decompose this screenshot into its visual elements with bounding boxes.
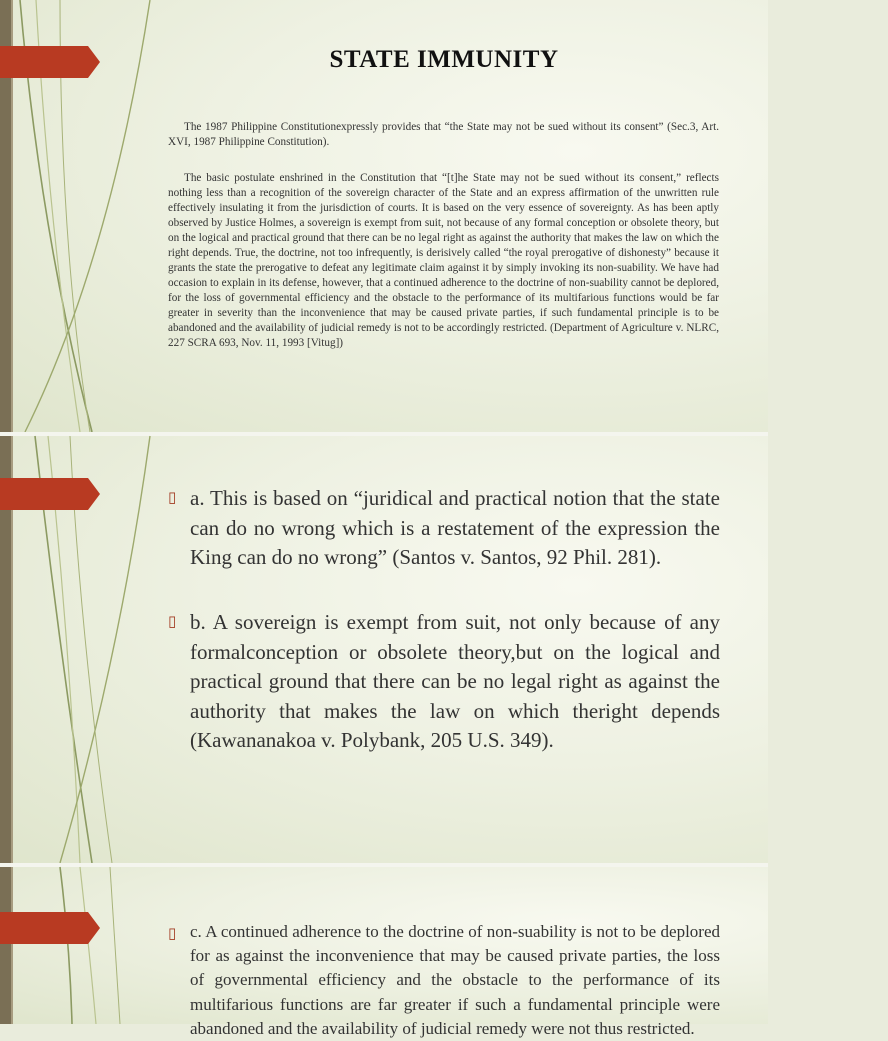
intro-paragraph-text: The 1987 Philippine Constitutionexpressly provides that “the State may not be sued without its consent” (Sec.3, Art. XVI, 1987 Philippine Constitution). bbox=[168, 121, 719, 148]
bullet-item-c bbox=[168, 920, 720, 1041]
bullet-icon: ▯ bbox=[168, 488, 177, 506]
bullet-text: a. This is based on “juridical and practical notion that the state can do no wrong which is a restatement of the expression the King can do no wrong” (Santos v. Santos, 92 Phil. 281). bbox=[190, 486, 720, 569]
slide-marker-arrow bbox=[0, 912, 100, 944]
slide-2 bbox=[0, 436, 768, 863]
bullet-icon: ▯ bbox=[168, 924, 177, 942]
bullet-item-b bbox=[168, 608, 720, 756]
intro-paragraph bbox=[168, 120, 719, 150]
page-title: STATE IMMUNITY bbox=[329, 46, 559, 73]
slide-marker-arrow bbox=[0, 478, 100, 510]
body-paragraph bbox=[168, 171, 719, 351]
slide-3 bbox=[0, 867, 768, 1038]
title-area bbox=[0, 46, 888, 74]
bullet-text: b. A sovereign is exempt from suit, not only because of any formalconception or obsolete theory,but on the logical and practical ground that there can be no legal right as against the authority that makes the law on which theright depends (Kawananakoa v. Polybank, 205 U.S. 349). bbox=[190, 610, 720, 752]
body-paragraph-text: The basic postulate enshrined in the Constitution that “[t]he State may not be sued without its consent,” reflects nothing less than a recognition of the sovereign character of the State and an express affirmation of the unwritten rule effectively insulating it from the jurisdiction of courts. It is based on the very essence of sovereignty. As has been aptly observed by Justice Holmes, a sovereign is exempt from suit, not because of any formal conception or obsolete theory, but on the logical and practical ground that there can be no legal right as against the authority that makes the law on which the right depends. True, the doctrine, not too infrequently, is derisively called “the royal prerogative of dishonesty” because it grants the state the prerogative to defeat any legitimate claim against it by simply invoking its non-suability. We have had occasion to explain in its defense, however, that a continued adherence to the doctrine of non-suability cannot be deplored, for the loss of governmental efficiency and the obstacle to the performance of its multifarious functions would be far greater in severity than the inconvenience that may be caused private parties, if such fundamental principle is to be abandoned and the availability of judicial remedy is not to be accordingly restricted. (Department of Agriculture v. NLRC, 227 SCRA 693, Nov. 11, 1993 [Vitug]) bbox=[168, 172, 719, 349]
bullet-icon: ▯ bbox=[168, 612, 177, 630]
bullet-item-a bbox=[168, 484, 720, 573]
slide-1 bbox=[0, 0, 768, 432]
bullet-text: c. A continued adherence to the doctrine of non-suability is not to be deplored for as against the inconvenience that may be caused private parties, the loss of governmental efficiency and the obstacle to the performance of its multifarious functions are far greater if such a fundamental principle were abandoned and the availability of judicial remedy were not thus restricted. bbox=[190, 922, 720, 1038]
